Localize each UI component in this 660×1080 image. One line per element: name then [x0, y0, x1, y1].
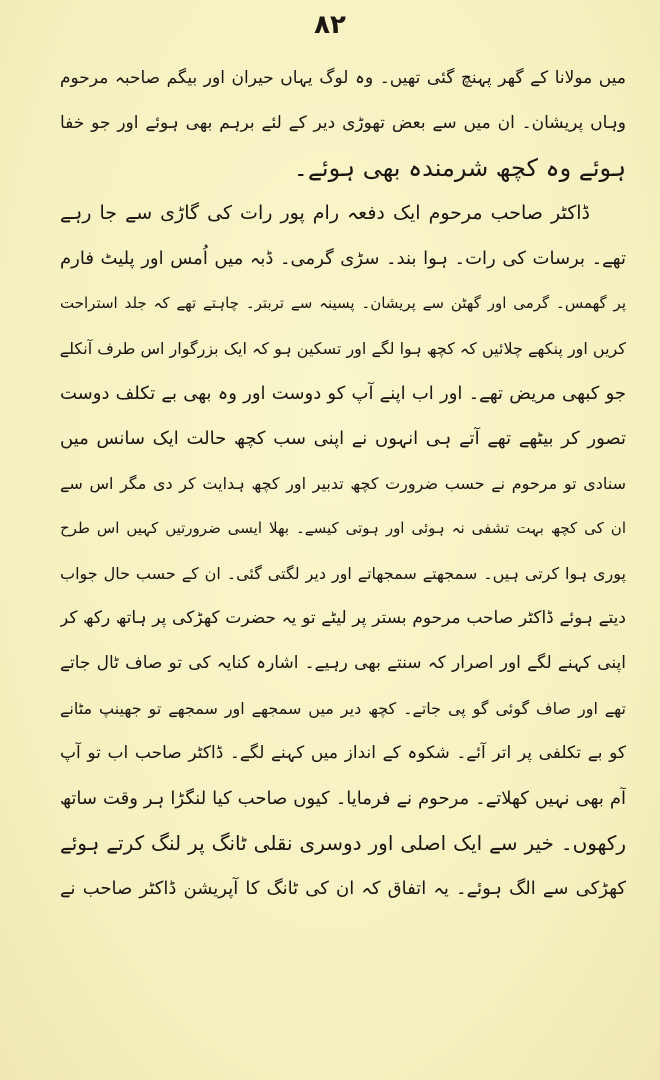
- text-line: آم بھی نہیں کھلاتے۔ مرحوم نے فرمایا۔ کیوں صاحب کیا لنگڑا ہر وقت ساتھ: [60, 788, 626, 809]
- text-line: رکھوں۔ خیر سے ایک اصلی اور دوسری نقلی ٹانگ پر لنگ کرتے ہوئے: [60, 831, 626, 855]
- text-line: کریں اور پنکھے چلائیں کہ کچھ ہوا لگے اور تسکین ہو کہ ایک بزرگوار اس طرف آنکلے: [60, 339, 626, 358]
- text-line: جو کبھی مریض تھے۔ اور اب اپنے آپ کو دوست اور وہ بھی بے تکلف دوست: [60, 383, 626, 404]
- page-number: ۸۲: [314, 10, 346, 40]
- text-line: وہاں پریشان۔ ان میں سے بعض تھوڑی دیر کے لئے برہم بھی ہوئے اور جو خفا: [60, 113, 626, 133]
- text-line: پوری ہوا کرتی ہیں۔ سمجھتے سمجھاتے اور دیر لگتی گئی۔ ان کے حسب حال جواب: [60, 564, 626, 583]
- text-line: اپنی کہنے لگے اور اصرار کہ سنتے بھی رہیے۔ اشارہ کنایہ کی تو صاف ٹال جاتے: [60, 653, 626, 673]
- text-line: کھڑکی سے الگ ہوئے۔ یہ اتفاق کہ ان کی ٹانگ کا آپریشن ڈاکٹر صاحب نے: [60, 878, 626, 899]
- text-line: دیتے ہوئے ڈاکٹر صاحب مرحوم بستر پر لیٹے تو یہ حضرت کھڑکی پر ہاتھ رکھ کر: [60, 608, 626, 628]
- text-line: پر گھمس۔ گرمی اور گھٹن سے پریشان۔ پسینہ سے تربتر۔ چاہتے تھے کہ جلد استراحت: [60, 294, 626, 312]
- text-line: تھے۔ برسات کی رات۔ ہوا بند۔ سڑی گرمی۔ ڈبہ میں اُمس اور پلیٹ فارم: [60, 248, 626, 269]
- text-line: تصور کر بیٹھے تھے آتے ہی انہوں نے اپنی سب کچھ حالت ایک سانس میں: [60, 428, 626, 449]
- text-line: میں مولانا کے گھر پہنچ گئی تھیں۔ وہ لوگ یہاں حیران اور بیگم صاحبہ مرحوم: [60, 68, 626, 88]
- text-line: ان کی کچھ بہت تشفی نہ ہوئی اور ہوتی کیسے۔ بھلا ایسی ضرورتیں کہیں اس طرح: [60, 519, 626, 537]
- text-line: تھے اور صاف گوئی گو پی جاتے۔ کچھ دیر میں سمجھے اور سمجھے تو جھینپ مٹانے: [60, 699, 626, 718]
- text-line: ہوئے وہ کچھ شرمندہ بھی ہوئے۔: [293, 154, 626, 182]
- paragraph-start-line: ڈاکٹر صاحب مرحوم ایک دفعہ رام پور رات کی گاڑی سے جا رہے: [60, 202, 590, 224]
- text-line: سنادی تو مرحوم نے حسب ضرورت کچھ تدبیر اور کچھ ہدایت کر دی مگر اس سے: [60, 474, 626, 493]
- text-line: کو بے تکلفی پر اتر آئے۔ شکوہ کے انداز میں کہنے لگے۔ ڈاکٹر صاحب اب تو آپ: [60, 743, 626, 763]
- urdu-text-body: [60, 56, 626, 911]
